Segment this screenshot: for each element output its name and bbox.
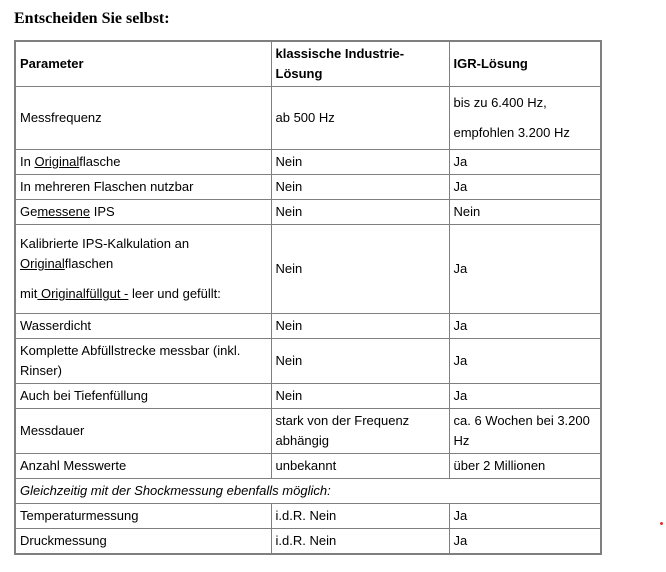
- cell-param: [15, 200, 271, 225]
- cell-igr-line1: bis zu 6.400 Hz,: [453, 95, 547, 110]
- cell-industrie: i.d.R. Nein: [271, 529, 449, 555]
- cell-igr: Ja: [449, 384, 601, 409]
- cell-param: Temperaturmessung: [15, 504, 271, 529]
- param-underlined: Original: [34, 154, 80, 169]
- cell-industrie: Nein: [271, 150, 449, 175]
- cell-industrie: Nein: [271, 339, 449, 384]
- cell-industrie: stark von der Frequenz abhängig: [271, 409, 449, 454]
- table-row: [15, 454, 601, 479]
- cell-igr: Ja: [449, 314, 601, 339]
- table-row: [15, 384, 601, 409]
- table-row: [15, 200, 601, 225]
- comparison-table: [14, 40, 602, 555]
- param-underlined: messene: [37, 204, 91, 219]
- cell-param: Messdauer: [15, 409, 271, 454]
- table-row: [15, 225, 601, 314]
- param-text: In: [20, 154, 35, 169]
- param-text: flaschen: [64, 256, 114, 271]
- param-text: Ge: [20, 204, 38, 219]
- table-header-row: [15, 41, 601, 87]
- header-igr: IGR-Lösung: [449, 41, 601, 87]
- cell-param: Messfrequenz: [15, 87, 271, 150]
- cell-industrie: unbekannt: [271, 454, 449, 479]
- param-underlined: Original: [20, 256, 65, 271]
- cell-param: [15, 225, 271, 314]
- cell-param: Wasserdicht: [15, 314, 271, 339]
- cell-igr: ca. 6 Wochen bei 3.200 Hz: [449, 409, 601, 454]
- cell-igr-line2: empfohlen 3.200 Hz: [453, 125, 570, 140]
- header-industrie: klassische Industrie-Lösung: [271, 41, 449, 87]
- param-line3: [20, 284, 267, 304]
- cell-igr: [449, 87, 601, 150]
- decorative-dot: [660, 522, 663, 525]
- table-row: [15, 87, 601, 150]
- cell-igr: über 2 Millionen: [449, 454, 601, 479]
- page-heading: Entscheiden Sie selbst:: [14, 10, 170, 27]
- table-row: [15, 339, 601, 384]
- cell-igr: Ja: [449, 529, 601, 555]
- cell-igr: Ja: [449, 175, 601, 200]
- param-text: IPS: [90, 204, 115, 219]
- cell-industrie: Nein: [271, 200, 449, 225]
- cell-igr: Ja: [449, 225, 601, 314]
- cell-igr: Ja: [449, 339, 601, 384]
- param-text: mit: [20, 286, 38, 301]
- table-row: [15, 314, 601, 339]
- table-row: [15, 529, 601, 555]
- cell-industrie: Nein: [271, 384, 449, 409]
- cell-industrie: Nein: [271, 225, 449, 314]
- cell-param: Druckmessung: [15, 529, 271, 555]
- cell-igr: Nein: [449, 200, 601, 225]
- cell-industrie: Nein: [271, 314, 449, 339]
- table-row: [15, 504, 601, 529]
- cell-param: In mehreren Flaschen nutzbar: [15, 175, 271, 200]
- cell-industrie: i.d.R. Nein: [271, 504, 449, 529]
- cell-igr: Ja: [449, 150, 601, 175]
- header-parameter: Parameter: [15, 41, 271, 87]
- table-row: [15, 150, 601, 175]
- cell-industrie: Nein: [271, 175, 449, 200]
- cell-param: [15, 150, 271, 175]
- cell-param: Komplette Abfüllstrecke messbar (inkl. Rinser): [15, 339, 271, 384]
- cell-param: Auch bei Tiefenfüllung: [15, 384, 271, 409]
- param-underlined: Originalfüllgut -: [37, 286, 129, 301]
- cell-industrie: ab 500 Hz: [271, 87, 449, 150]
- param-text: leer und gefüllt:: [128, 286, 221, 301]
- param-line1: Kalibrierte IPS-Kalkulation an: [20, 236, 190, 251]
- table-note-row: [15, 479, 601, 504]
- note-cell: Gleichzeitig mit der Shockmessung ebenfalls möglich:: [15, 479, 601, 504]
- cell-param: Anzahl Messwerte: [15, 454, 271, 479]
- param-text: flasche: [79, 154, 121, 169]
- table-row: [15, 175, 601, 200]
- table-row: [15, 409, 601, 454]
- cell-igr: Ja: [449, 504, 601, 529]
